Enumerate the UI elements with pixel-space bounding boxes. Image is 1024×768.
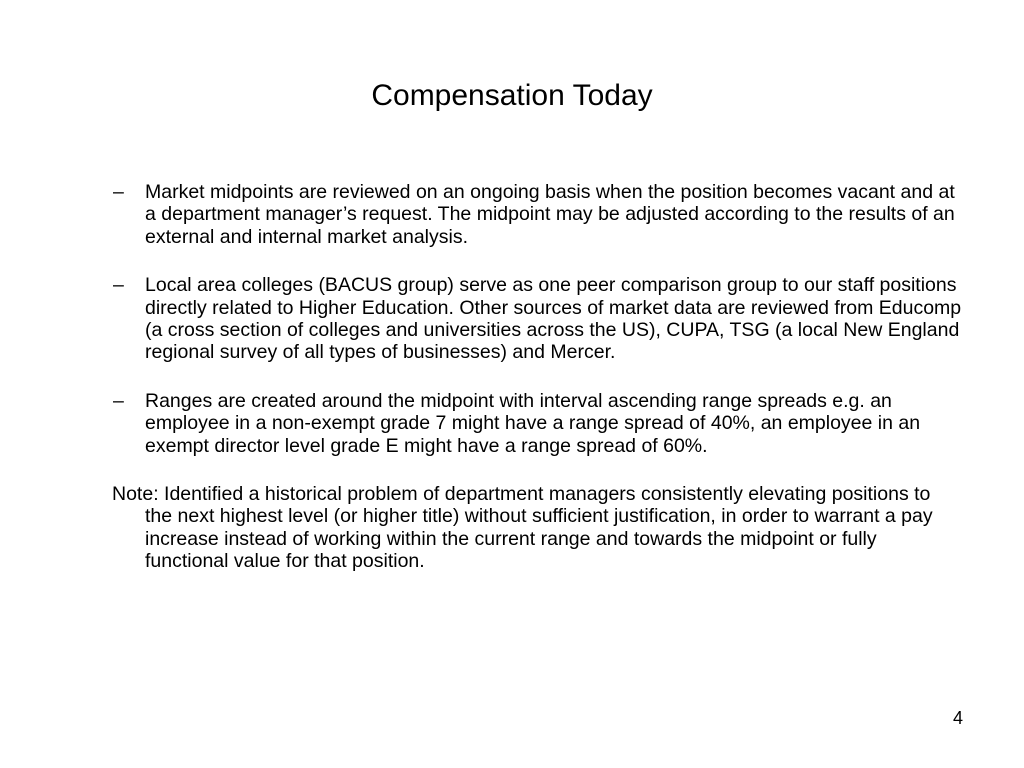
note-text: Identified a historical problem of department managers consistently elevating positions to the next highest level (or higher title) without sufficient justification, in order to warrant a pay increase instead of working within the current range and towards the midpoint or fully functional value for that position. — [145, 483, 933, 573]
bullet-item — [112, 181, 962, 248]
bullet-text: Market midpoints are reviewed on an ongoing basis when the position becomes vacant and at a department manager’s request. The midpoint may be adjusted according to the results of an external and internal market analysis. — [145, 181, 955, 248]
note-paragraph — [112, 483, 962, 573]
page-number: 4 — [952, 708, 963, 728]
slide-title: Compensation Today — [371, 79, 653, 112]
bullet-dash: – — [113, 274, 124, 297]
bullet-item — [112, 390, 962, 457]
bullet-text: Local area colleges (BACUS group) serve as one peer comparison group to our staff positions directly related to Higher Education. Other sources of market data are reviewed from Educomp (a cross section of colleges and universities across the US), CUPA, TSG (a local New England regional survey of all types of businesses) and Mercer. — [145, 274, 962, 364]
bullet-item — [112, 274, 962, 364]
note-label: Note: — [112, 483, 159, 506]
bullet-text: Ranges are created around the midpoint with interval ascending range spreads e.g. an employee in a non-exempt grade 7 might have a range spread of 40%, an employee in an exempt director level grade E might have a range spread of 60%. — [145, 389, 921, 457]
bullet-dash: – — [113, 389, 124, 412]
bullet-dash: – — [113, 181, 124, 203]
slide-content — [112, 181, 962, 573]
